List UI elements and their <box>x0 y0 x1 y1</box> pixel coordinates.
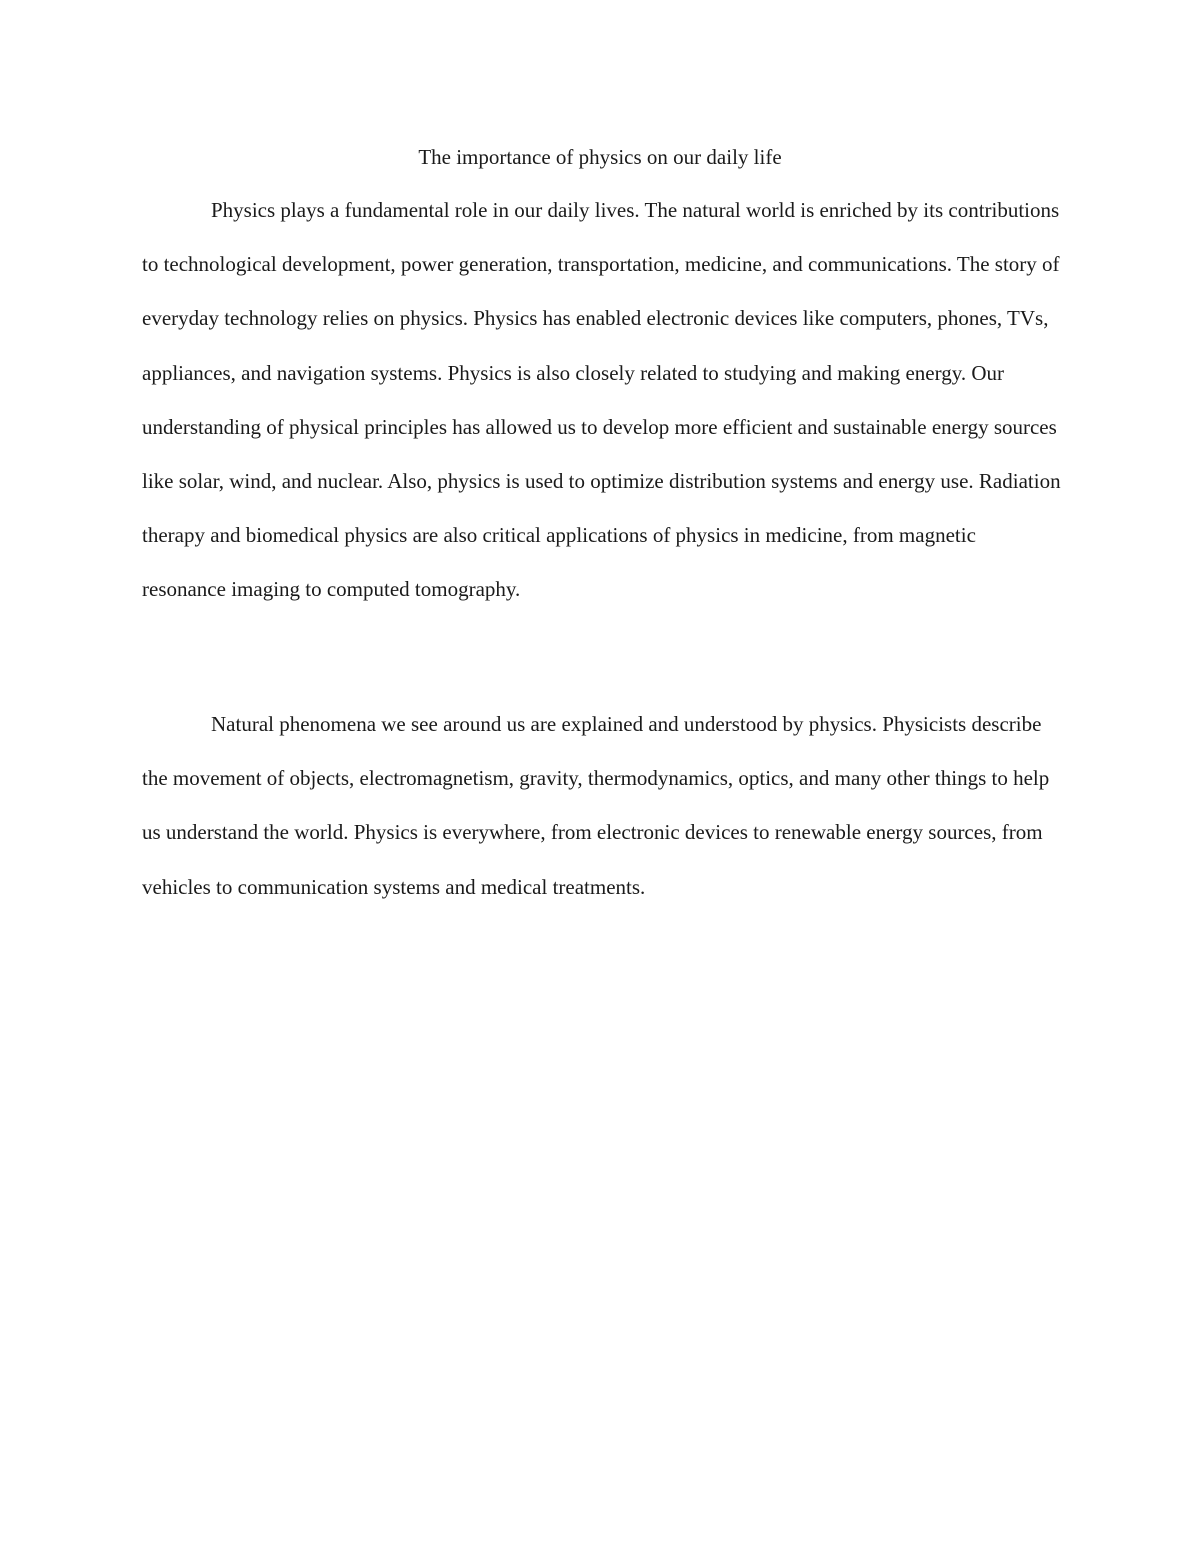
document-title: The importance of physics on our daily life <box>418 145 782 169</box>
body-paragraph-2: Natural phenomena we see around us are explained and understood by physics. Physicists describe the movement of objects, electromagnetism, gravity, thermodynamics, optics, and many other things to help us understand the world. Physics is everywhere, from electronic devices to renewable energy sources, from vehicles to communication systems and medical treatments. <box>142 712 1050 899</box>
body-paragraph-1: Physics plays a fundamental role in our daily lives. The natural world is enriched by its contributions to technological development, power generation, transportation, medicine, and communications. The story of everyday technology relies on physics. Physics has enabled electronic devices like computers, phones, TVs, appliances, and navigation systems. Physics is also closely related to studying and making energy. Our understanding of physical principles has allowed us to develop more efficient and sustainable energy sources like solar, wind, and nuclear. Also, physics is used to optimize distribution systems and energy use. Radiation therapy and biomedical physics are also critical applications of physics in medicine, from magnetic resonance imaging to computed tomography. <box>142 198 1061 602</box>
